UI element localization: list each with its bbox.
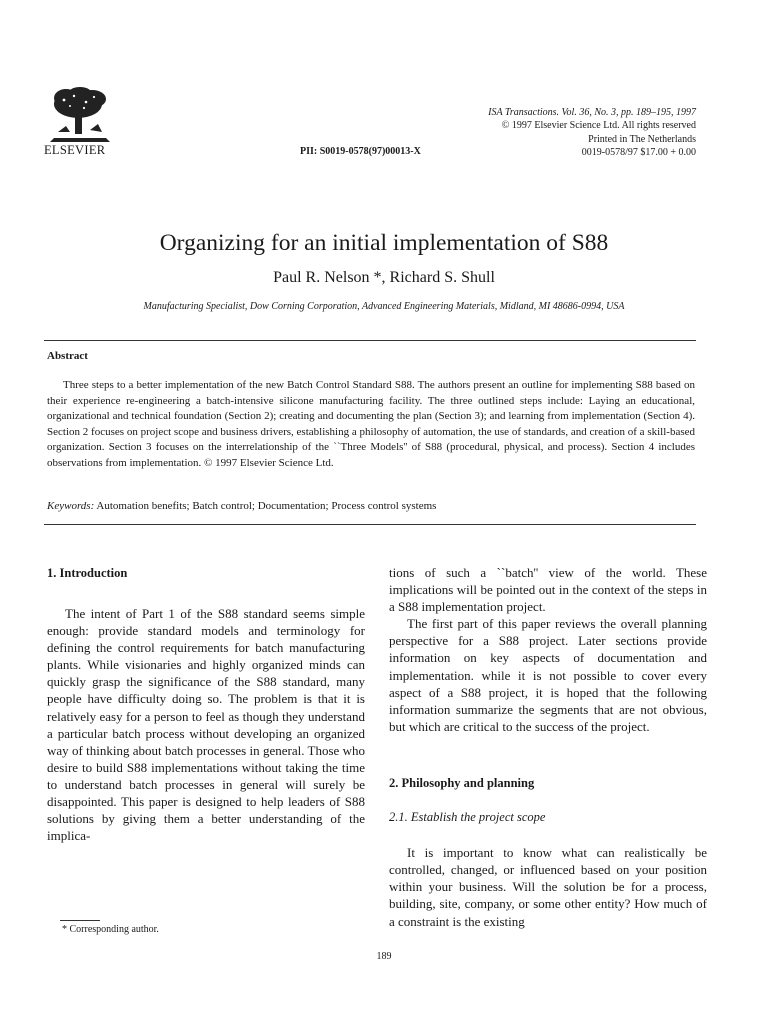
- intro-continuation: tions of such a ``batch'' view of the world. These implications will be pointed out in the context of the steps in a S88 implementation project.: [389, 565, 707, 615]
- divider-bottom: [44, 524, 696, 525]
- keywords: [47, 500, 436, 512]
- journal-line: Printed in The Netherlands: [588, 133, 696, 145]
- author-affiliation: Manufacturing Specialist, Dow Corning Corporation, Advanced Engineering Materials, Midland, MI 48686-0994, USA: [143, 301, 625, 312]
- journal-line: © 1997 Elsevier Science Ltd. All rights reserved: [501, 120, 696, 132]
- right-column: [389, 564, 707, 930]
- paper-title: Organizing for an initial implementation of S88: [159, 230, 609, 256]
- left-column: [47, 605, 365, 844]
- abstract-body: [47, 378, 695, 471]
- keywords-list: Automation benefits; Batch control; Documentation; Process control systems: [96, 500, 437, 512]
- elsevier-logo-icon: [44, 86, 116, 142]
- publisher-name: ELSEVIER: [44, 143, 106, 157]
- keywords-label: Keywords:: [47, 500, 95, 512]
- page-number: 189: [376, 951, 392, 962]
- paper-authors: Paul R. Nelson *, Richard S. Shull: [273, 269, 495, 286]
- section-2-1-heading: 2.1. Establish the project scope: [389, 810, 546, 825]
- intro-paragraph: The intent of Part 1 of the S88 standard seems simple enough: provide standard models and terminology for defining the control requirements for batch manufacturing plants. While visionaries and highly organized minds can quickly grasp the significance of the S88 standard, many people have difficulty doing so. The problem is that it is relatively easy for a person to feel as though they understand a particular batch process without developing an organized way of thinking about batch processes in general. Those who desire to build S88 implementations without taking the time to understand batch processes in general will surely be disappointed. This paper is designed to help leaders of S88 solutions by giving them a better understanding of the implica-: [47, 606, 365, 844]
- intro-paragraph-2: The first part of this paper reviews the overall planning perspective for a S88 project. Later sections provide information on key aspects of documentation and implementation. while it is not possible to cover every aspect of a S88 project, it is hoped that the following information summarize the segments that are not obvious, but which are critical to the success of the project.: [389, 616, 707, 734]
- pii-code: PII: S0019-0578(97)00013-X: [300, 146, 421, 157]
- footnote-rule: [60, 920, 100, 921]
- section-2-1-paragraph: It is important to know what can realistically be controlled, changed, or influenced based on your position within your business. Will the solution be for a process, building, site, company, or some other entity? How much of a constraint is the existing: [389, 845, 707, 929]
- abstract-heading: Abstract: [47, 350, 88, 362]
- section-2-heading: 2. Philosophy and planning: [389, 775, 535, 790]
- divider-top: [44, 340, 696, 341]
- journal-line: 0019-0578/97 $17.00 + 0.00: [581, 146, 696, 158]
- intro-heading: 1. Introduction: [47, 566, 128, 580]
- footnote: * Corresponding author.: [62, 924, 159, 935]
- journal-line: ISA Transactions. Vol. 36, No. 3, pp. 189–195, 1997: [488, 107, 696, 118]
- abstract-text: Three steps to a better implementation of the new Batch Control Standard S88. The authors present an outline for implementing S88 based on their experience re-engineering a batch-intensive silicone manufacturing facility. The three outlined steps include: Laying an educational, organizational and technical foundation (Section 2); creating and documenting the plan (Section 3); and learning from implementation (Section 4). Section 2 focuses on project scope and business drivers, establishing a philosophy of automation, the use of standards, and creation of a skill-based organization. Section 3 focuses on the interrelationship of the ``Three Models'' of S88 (procedural, physical, and process). Section 4 includes observations from implementation. © 1997 Elsevier Science Ltd.: [47, 379, 695, 469]
- journal-citation: [488, 106, 696, 159]
